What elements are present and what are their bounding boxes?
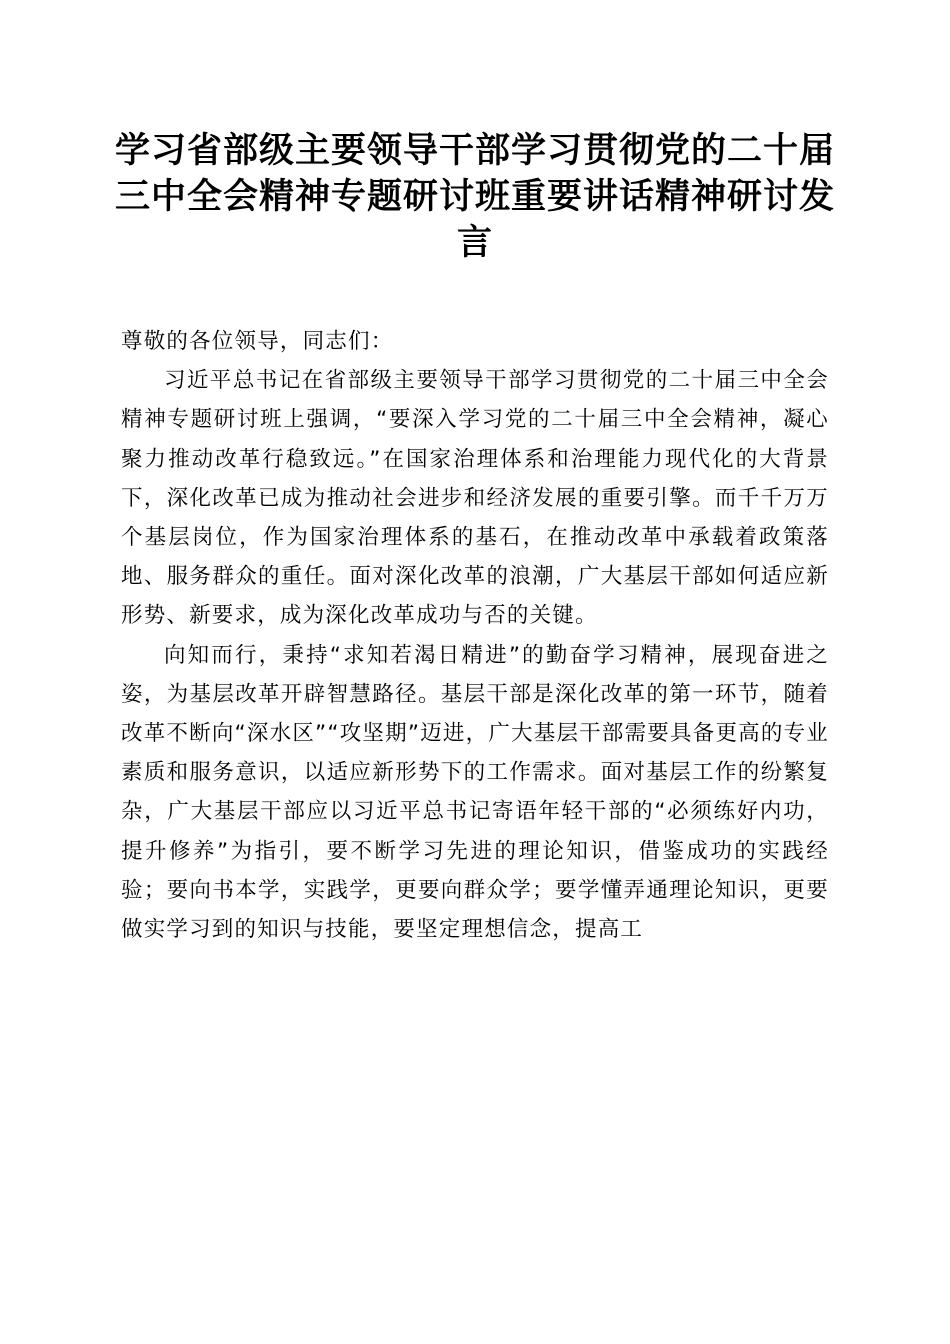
paragraph-1: 习近平总书记在省部级主要领导干部学习贯彻党的二十届三中全会精神专题研讨班上强调，“要深入学习党的二十届三中全会精神，凝心聚力推动改革行稳致远。”在国家治理体系和治理能力现代化的大背景下，深化改革已成为推动社会进步和经济发展的重要引擎。而千千万万个基层岗位，作为国家治理体系的基石，在推动改革中承载着政策落地、服务群众的重任。面对深化改革的浪潮，广大基层干部如何适应新形势、新要求，成为深化改革成功与否的关键。 <box>121 368 829 629</box>
title-line-3: 言 <box>456 222 493 263</box>
title-line-1: 学习省部级主要领导干部学习贯彻党的二十届 <box>114 130 835 171</box>
document-body <box>121 322 829 949</box>
document-title <box>110 128 840 266</box>
paragraph-2: 向知而行，秉持“求知若渴日精进”的勤奋学习精神，展现奋进之姿，为基层改革开辟智慧路径。基层干部是深化改革的第一环节，随着改革不断向“深水区”“攻坚期”迈进，广大基层干部需要具备更高的专业素质和服务意识，以适应新形势下的工作需求。面对基层工作的纷繁复杂，广大基层干部应以习近平总书记寄语年轻干部的“必须练好内功，提升修养”为指引，要不断学习先进的理论知识，借鉴成功的实践经验；要向书本学，实践学，更要向群众学；要学懂弄通理论知识，更要做实学习到的知识与技能，要坚定理想信念，提高工 <box>121 642 829 943</box>
title-line-2: 三中全会精神专题研讨班重要讲话精神研讨发 <box>114 176 835 217</box>
salutation: 尊敬的各位领导，同志们： <box>121 329 394 354</box>
